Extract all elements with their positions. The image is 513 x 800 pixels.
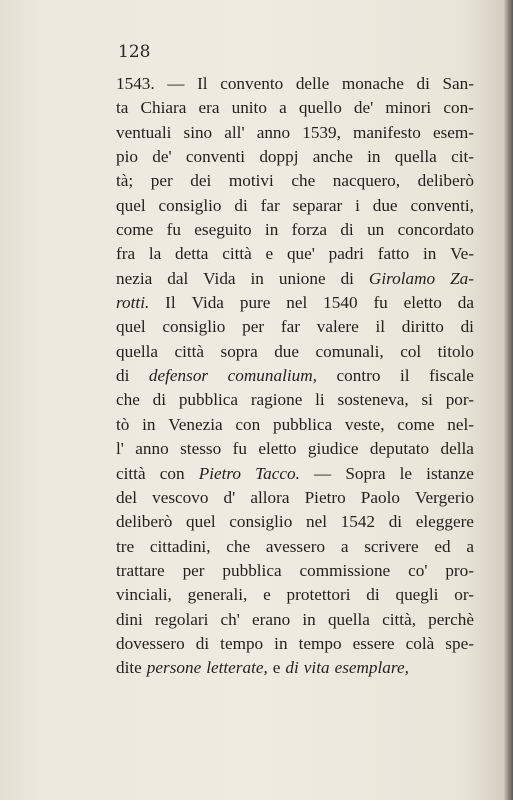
word: conventi, [410,195,474,215]
word: perchè [428,609,474,629]
word: protettori [286,585,351,605]
word: sino [183,122,213,142]
word: titolo [437,341,474,361]
text-line [116,218,474,242]
word: Pietro [304,487,346,507]
word: deputato [369,439,430,459]
text-line [116,510,474,534]
word: in [302,609,316,629]
word: anno [256,122,291,142]
text-line [116,535,474,559]
word: di [340,268,354,288]
word: Za- [450,268,474,288]
word: e [272,658,281,678]
word: pubblica [178,390,239,410]
text-line [116,388,474,412]
word: Venezia [168,414,223,434]
word: di [340,220,354,240]
word: eleggere [415,512,474,532]
word: dite [116,658,142,678]
word: eletto [403,293,442,313]
word: che [291,171,316,191]
text-line [116,315,474,339]
word: manifesto [353,122,421,142]
word: Girolamo [368,268,436,288]
word: in [367,147,381,167]
word: forza [291,220,327,240]
word: persone [146,658,202,678]
word: l' [116,439,124,459]
word: quel [116,317,146,337]
text-line [116,291,474,315]
word: consiglio [162,317,226,337]
word: in [250,268,264,288]
word: scrivere [364,536,419,556]
word: 1543. [116,74,155,93]
word: dovessero [116,633,185,653]
text-line [116,413,474,437]
word: eseguito [194,220,252,240]
word: ta [116,98,129,118]
word: del [116,487,137,507]
word: far [280,317,300,337]
body-text [116,72,474,681]
text-line [116,72,474,96]
word: era [198,98,220,118]
word: un [367,220,385,240]
word: — [167,74,185,93]
word: con- [443,98,474,118]
word: dei [190,171,212,191]
word: Il [165,293,176,313]
word: due [372,195,398,215]
word: comunali, [315,341,384,361]
text-line [116,267,474,291]
word: far [260,195,280,215]
word: quella [327,609,370,629]
text-line [116,437,474,461]
word: come [116,220,154,240]
word: unito [231,98,267,118]
word: eletto [258,439,297,459]
word: generali, [187,585,248,605]
text-line [116,486,474,510]
word: delle [295,74,330,93]
word: Sopra [345,463,386,483]
text-line [116,121,474,145]
word: il [399,366,410,386]
word: di [234,195,248,215]
word: ventuali [116,122,172,142]
word: detta [175,244,209,264]
word: separar [292,195,343,215]
text-line [116,169,474,193]
word: all' [224,122,245,142]
text-line [116,583,474,607]
word: le [399,463,413,483]
word: istanze [426,463,474,483]
word: con [159,463,185,483]
word: Ve- [450,244,474,264]
word: letterate, [206,658,268,678]
text-line [116,145,474,169]
word: fra [116,244,136,264]
word: 1542 [340,512,376,532]
word: tà; [116,171,134,191]
word: e [265,244,274,264]
word: sopra [220,341,258,361]
word: Pietro [198,463,242,483]
text-line [116,340,474,364]
word: pro- [445,560,474,580]
word: que' [286,244,315,264]
word: il [375,317,386,337]
word: Vida [191,293,224,313]
word: Il [197,74,208,93]
word: por- [445,390,474,410]
word: erano [252,609,291,629]
word: Vergerio [415,487,474,507]
word: quello [298,98,342,118]
word: comunalium, [227,366,317,386]
word: per [182,560,205,580]
text-line [116,242,474,266]
word: fatto [377,244,410,264]
word: regolari [154,609,209,629]
word: di [152,390,167,410]
word: or- [454,585,474,605]
text-line [116,96,474,120]
word: defensor [148,366,209,386]
text-line [116,364,474,388]
word: veste, [344,414,385,434]
text-line [116,632,474,656]
word: convento [220,74,284,93]
word: che [116,390,140,410]
word: 1540 [323,293,358,313]
word: vinciali, [116,585,172,605]
text-line [116,608,474,632]
word: da [457,293,474,313]
word: commissione [299,560,391,580]
page-edge-shadow [503,0,513,800]
word: esemplare, [334,658,409,678]
word: colà [405,633,435,653]
word: anche [312,147,353,167]
word: di [285,658,299,678]
word: due [274,341,300,361]
word: nezia [116,268,153,288]
word: quella [394,147,437,167]
word: ch' [220,609,240,629]
word: città [174,341,205,361]
text-line [116,559,474,583]
word: di [388,512,403,532]
word: pubblica [272,414,333,434]
word: in [423,244,437,264]
word: contro [336,366,381,386]
word: quella [116,341,158,361]
word: allora [250,487,290,507]
word: deliberò [116,512,173,532]
word: i [355,195,360,215]
word: vita [303,658,330,678]
word: concordato [397,220,474,240]
word: nacquero, [332,171,401,191]
word: consiglio [229,512,293,532]
word: quel [186,512,216,532]
word: della [440,439,474,459]
word: Tacco. [255,463,300,483]
word: rotti. [116,293,150,313]
word: in [264,220,279,240]
word: città, [382,609,416,629]
word: valere [316,317,359,337]
word: tre [116,536,135,556]
word: dal [167,268,189,288]
word: città [116,463,146,483]
word: San- [442,74,474,93]
word: tò [116,414,130,434]
word: essere [352,633,395,653]
word: in [142,414,156,434]
word: padri [328,244,364,264]
word: nel [305,512,327,532]
word: col [400,341,422,361]
word: tempo [298,633,342,653]
word: stesso [180,439,222,459]
word: monache [341,74,404,93]
word: diritto [401,317,444,337]
word: avessero [265,536,326,556]
word: a [466,536,474,556]
word: pio [116,147,138,167]
word: quel [116,195,146,215]
word: per [242,317,265,337]
word: a [279,98,287,118]
word: de' [353,98,374,118]
text-line [116,194,474,218]
word: doppj [259,147,299,167]
text-line [116,656,474,680]
word: in [274,633,288,653]
word: di [366,585,380,605]
word: conventi [185,147,246,167]
word: la [148,244,162,264]
word: consiglio [158,195,222,215]
word: d' [223,487,236,507]
word: di [416,74,430,93]
word: fu [373,293,388,313]
word: e [263,585,271,605]
word: li [315,390,325,410]
word: unione [278,268,326,288]
word: fu [166,220,181,240]
word: nel- [447,414,474,434]
word: giudice [307,439,359,459]
word: si [421,390,433,410]
text-line [116,462,474,486]
word: quegli [395,585,439,605]
word: anno [135,439,169,459]
word: motivi [228,171,274,191]
word: pubblica [222,560,282,580]
word: minori [385,98,432,118]
word: Chiara [140,98,187,118]
word: che [226,536,251,556]
word: dini [116,609,143,629]
word: con [235,414,261,434]
word: cit- [451,147,474,167]
word: fiscale [429,366,474,386]
word: nel [286,293,308,313]
word: di [460,317,474,337]
word: trattare [116,560,165,580]
word: di [116,366,130,386]
word: ed [434,536,451,556]
word: di [195,633,210,653]
word: — [314,463,332,483]
word: pure [239,293,271,313]
word: 1539, [302,122,341,142]
word: tempo [220,633,264,653]
word: Vida [203,268,236,288]
word: Paolo [360,487,400,507]
word: spe- [445,633,474,653]
page-number: 128 [118,42,151,62]
word: esem- [432,122,474,142]
word: vescovo [152,487,209,507]
word: sosteneva, [337,390,409,410]
word: città [222,244,252,264]
word: de' [152,147,172,167]
word: a [340,536,349,556]
word: fu [232,439,247,459]
word: per [150,171,173,191]
word: cittadini, [149,536,211,556]
word: deliberò [417,171,474,191]
word: co' [408,560,428,580]
word: come [397,414,435,434]
word: ragione [250,390,303,410]
